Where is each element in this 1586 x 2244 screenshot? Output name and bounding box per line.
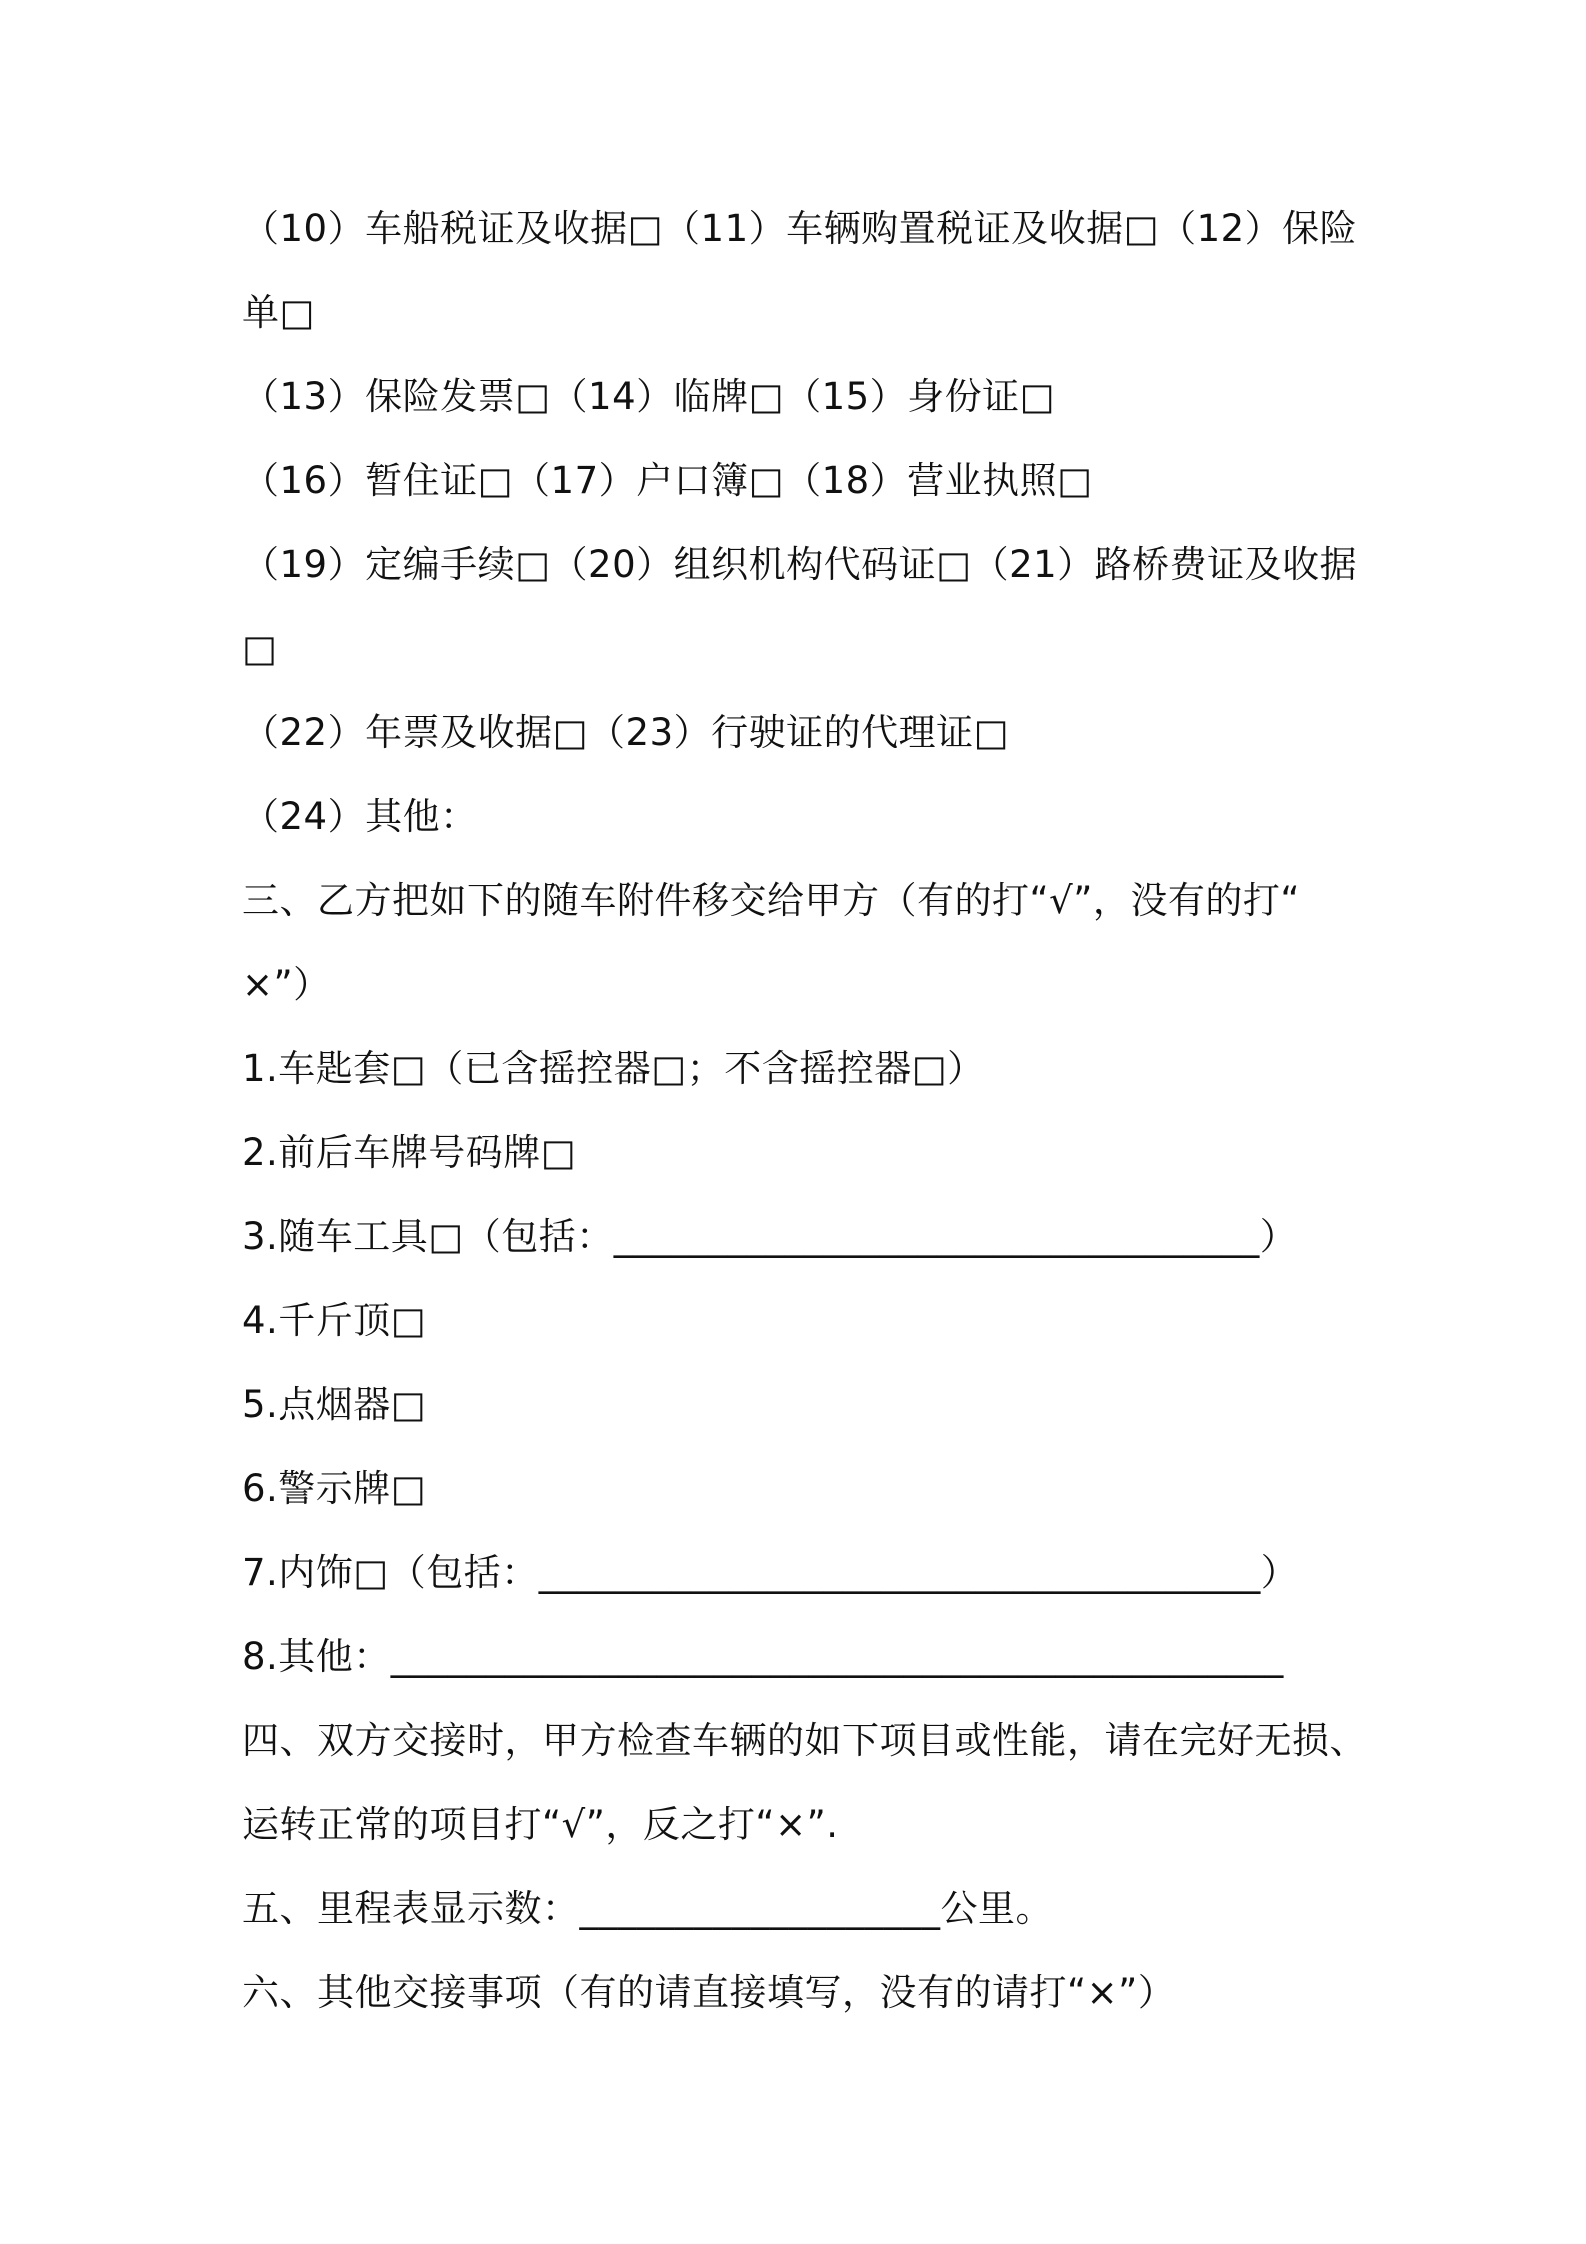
item-13-15-line: （13）保险发票□（14）临牌□（15）身份证□ [242, 375, 1056, 418]
item-24-line: （24）其他： [242, 795, 478, 838]
item-12-continuation: 单□ [242, 291, 315, 334]
item-10-12-line: （10）车船税证及收据□（11）车辆购置税证及收据□（12）保险 [242, 207, 1358, 250]
section-three-heading-continuation: ×”） [242, 963, 331, 1006]
attachment-item-6: 6.警示牌□ [242, 1467, 427, 1510]
attachment-item-2: 2.前后车牌号码牌□ [242, 1131, 577, 1174]
item-21-continuation: □ [242, 627, 278, 670]
attachment-item-7: 7.内饰□（包括：______________________________________） [242, 1551, 1299, 1594]
attachment-item-8: 8.其他：_______________________________________________ [242, 1635, 1284, 1678]
section-four-heading: 四、双方交接时，甲方检查车辆的如下项目或性能，请在完好无损、 [242, 1719, 1367, 1762]
section-three-heading: 三、乙方把如下的随车附件移交给甲方（有的打“√”，没有的打“ [242, 879, 1301, 922]
section-six-heading: 六、其他交接事项（有的请直接填写，没有的请打“×”） [242, 1971, 1176, 2014]
item-22-23-line: （22）年票及收据□（23）行驶证的代理证□ [242, 711, 1010, 754]
attachment-item-4: 4.千斤顶□ [242, 1299, 427, 1342]
attachment-item-1: 1.车匙套□（已含摇控器□；不含摇控器□） [242, 1047, 985, 1090]
section-five-odometer: 五、里程表显示数：___________________公里。 [242, 1887, 1053, 1930]
section-four-continuation: 运转正常的项目打“√”，反之打“×”. [242, 1803, 839, 1846]
item-19-21-line: （19）定编手续□（20）组织机构代码证□（21）路桥费证及收据 [242, 543, 1358, 586]
attachment-item-3: 3.随车工具□（包括：__________________________________） [242, 1215, 1298, 1258]
attachment-item-5: 5.点烟器□ [242, 1383, 427, 1426]
item-16-18-line: （16）暂住证□（17）户口簿□（18）营业执照□ [242, 459, 1093, 502]
